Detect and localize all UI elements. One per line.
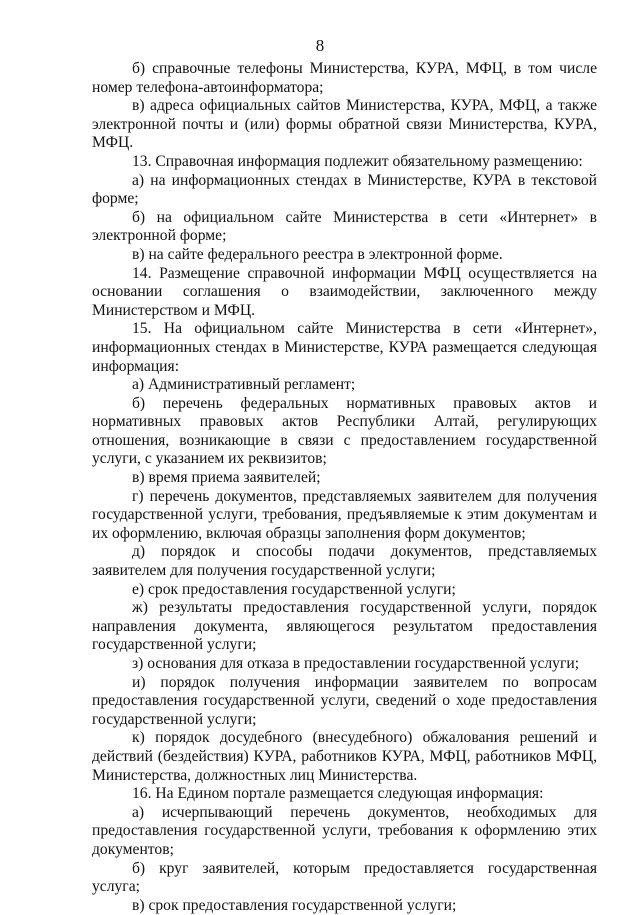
paragraph: в) адреса официальных сайтов Министерства, КУРА, МФЦ, а также электронной почты и (или) формы обратной связи Министерства, КУРА, МФЦ. <box>92 97 597 152</box>
paragraph: 14. Размещение справочной информации МФЦ осуществляется на основании соглашения о взаимодействии, заключенного между Министерством и МФЦ. <box>92 264 597 319</box>
paragraph: а) Административный регламент; <box>132 376 356 394</box>
paragraph: ж) результаты предоставления государственной услуги, порядок направления документа, являющегося результатом предоставления государственной услуги; <box>92 599 597 654</box>
paragraph: б) круг заявителей, которым предоставляется государственная услуга; <box>92 859 597 896</box>
paragraph: б) перечень федеральных нормативных правовых актов и нормативных правовых актов Республики Алтай, регулирующих отношения, возникающие в связи с предоставлением государственной услуги, с указанием их реквизитов; <box>92 394 597 468</box>
paragraph: 15. На официальном сайте Министерства в сети «Интернет», информационных стендах в Министерстве, КУРА размещается следующая информация: <box>92 320 597 375</box>
paragraph: 13. Справочная информация подлежит обязательному размещению: <box>132 152 583 170</box>
paragraph: в) срок предоставления государственной услуги; <box>132 896 457 914</box>
paragraph: в) время приема заявителей; <box>132 469 321 487</box>
paragraph: а) на информационных стендах в Министерстве, КУРА в текстовой форме; <box>92 171 597 208</box>
paragraph: г) перечень документов, представляемых заявителем для получения государственной услуги, требования, предъявляемые к этим документам и их оформлению, включая образцы заполнения форм документов; <box>92 487 597 542</box>
paragraph: д) порядок и способы подачи документов, представляемых заявителем для получения государственной услуги; <box>92 543 597 580</box>
paragraph: к) порядок досудебного (внесудебного) обжалования решений и действий (бездействия) КУРА, работников КУРА, МФЦ, работников МФЦ, Министерства, должностных лиц Министерства. <box>92 729 597 784</box>
paragraph: б) справочные телефоны Министерства, КУРА, МФЦ, в том числе номер телефона-автоинформатора; <box>92 60 597 96</box>
document-body <box>92 60 597 915</box>
page-number: 8 <box>315 36 325 55</box>
paragraph: 16. На Едином портале размещается следующая информация: <box>132 785 544 803</box>
paragraph: в) на сайте федерального реестра в электронной форме. <box>132 245 503 263</box>
paragraph: б) на официальном сайте Министерства в сети «Интернет» в электронной форме; <box>92 208 597 245</box>
paragraph: а) исчерпывающий перечень документов, необходимых для предоставления государственной услуги, требования к оформлению этих документов; <box>92 803 597 858</box>
paragraph: и) порядок получения информации заявителем по вопросам предоставления государственной услуги, сведений о ходе предоставления государственной услуги; <box>92 673 597 728</box>
paragraph: е) срок предоставления государственной услуги; <box>132 580 456 598</box>
paragraph: з) основания для отказа в предоставлении государственной услуги; <box>132 655 580 672</box>
